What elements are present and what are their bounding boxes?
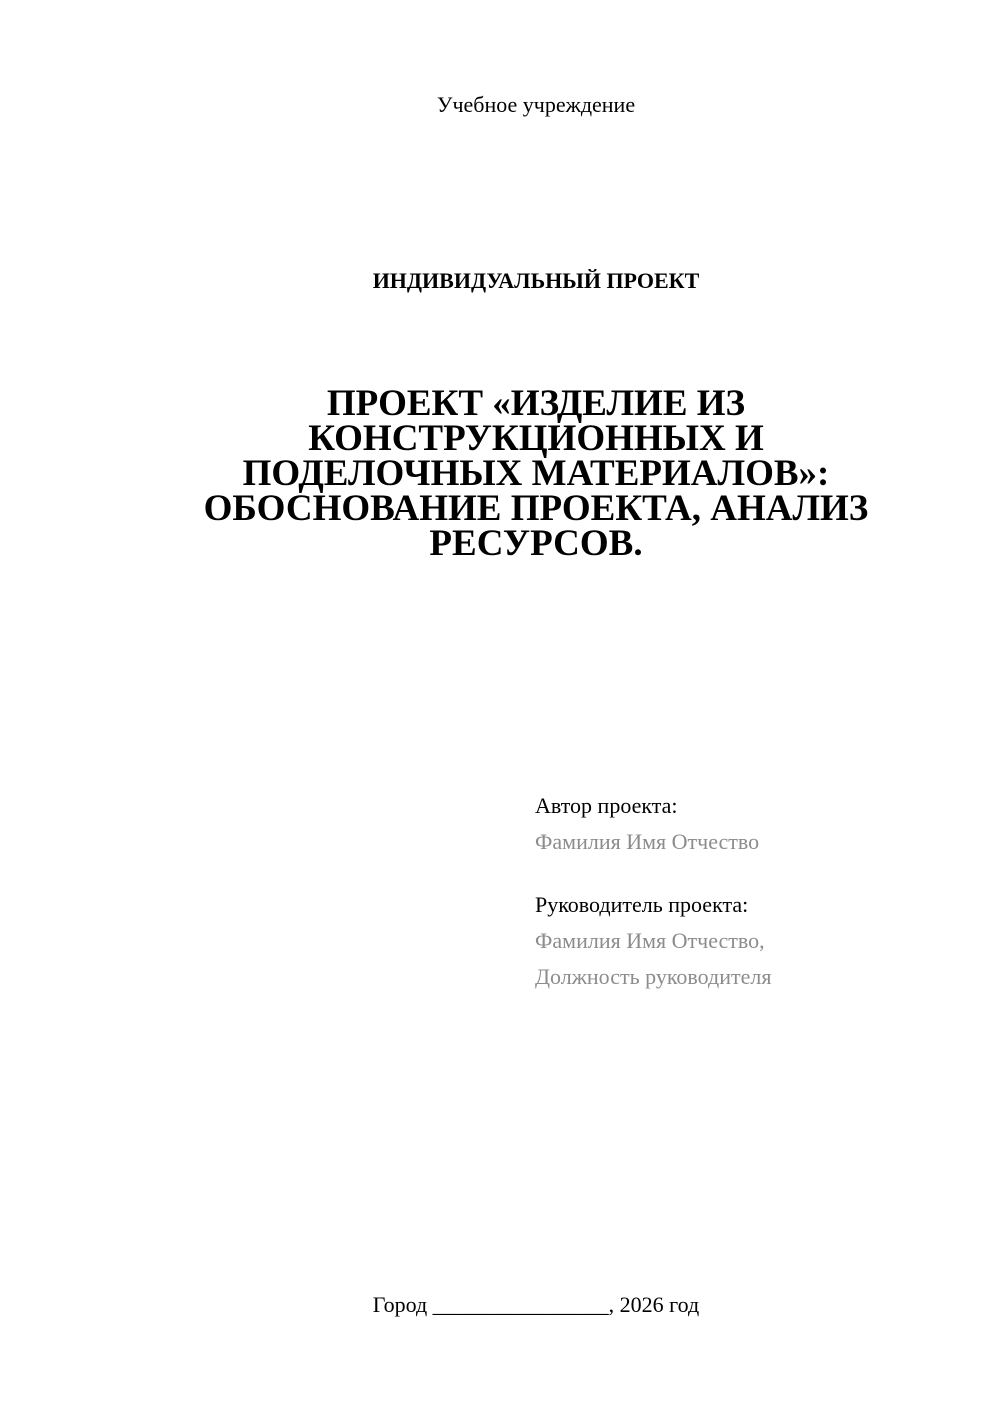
- project-title-line: ПРОЕКТ «ИЗДЕЛИЕ ИЗ: [326, 383, 746, 424]
- author-name-placeholder: Фамилия Имя Отчество: [535, 829, 760, 854]
- document-type: ИНДИВИДУАЛЬНЫЙ ПРОЕКТ: [372, 268, 700, 293]
- signature-spacer: [535, 860, 975, 887]
- project-title-line: ПОДЕЛОЧНЫХ МАТЕРИАЛОВ»:: [242, 453, 830, 494]
- supervisor-name-placeholder: Фамилия Имя Отчество,: [535, 928, 765, 953]
- supervisor-position-placeholder: Должность руководителя: [535, 964, 772, 989]
- project-title-line: РЕСУРСОВ.: [429, 523, 643, 564]
- project-title-line: КОНСТРУКЦИОННЫХ И: [308, 418, 764, 459]
- signature-block: [535, 788, 975, 995]
- author-label: Автор проекта:: [535, 793, 678, 818]
- supervisor-label: Руководитель проекта:: [535, 892, 749, 917]
- city-year-line: Город ________________, 2026 год: [372, 1292, 700, 1317]
- project-title-line: ОБОСНОВАНИЕ ПРОЕКТА, АНАЛИЗ: [203, 488, 869, 529]
- institution-name: Учебное учреждение: [436, 92, 636, 117]
- project-title: [170, 383, 902, 564]
